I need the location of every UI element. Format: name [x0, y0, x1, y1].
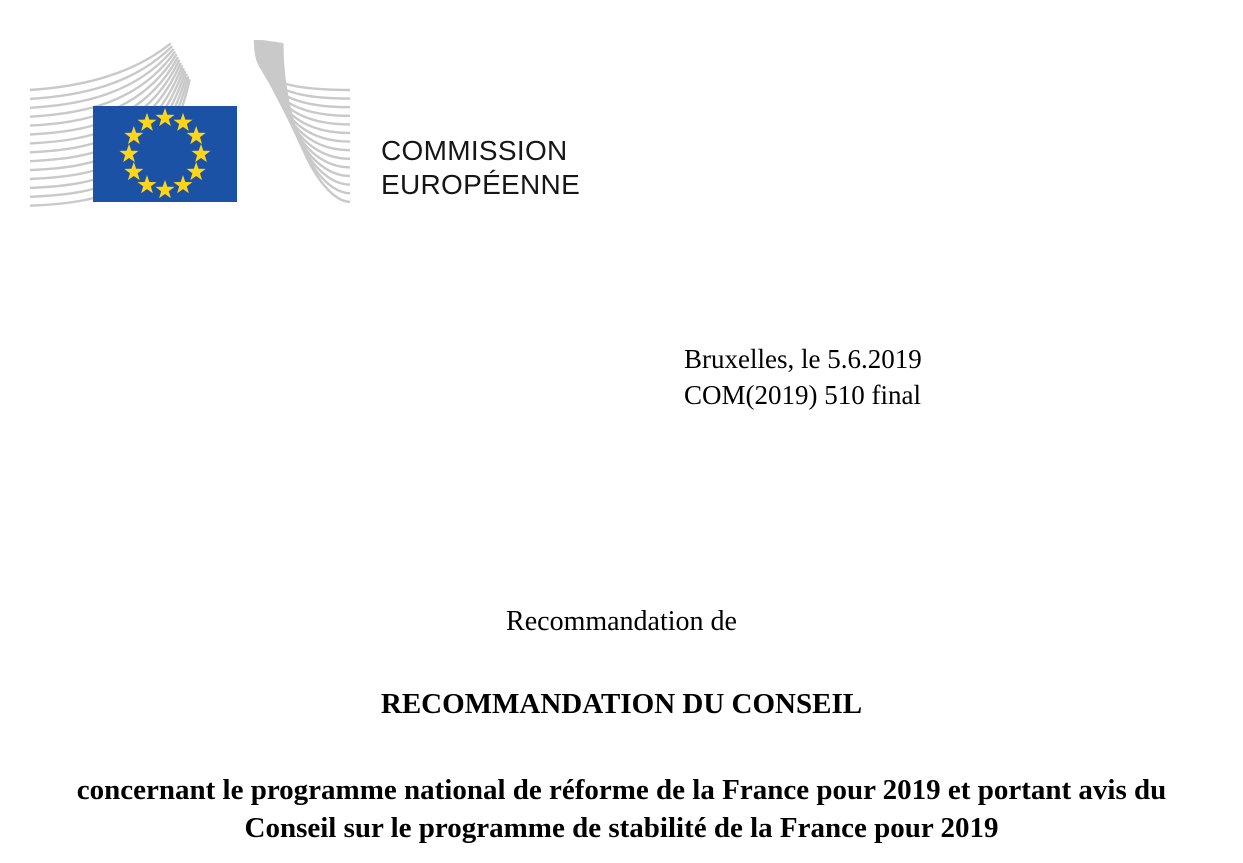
header-reference-block: [684, 341, 922, 413]
doc-subtitle-line1: concernant le programme national de réforme de la France pour 2019 et portant avis du: [76, 774, 1167, 806]
place-date: Bruxelles, le 5.6.2019: [684, 344, 922, 374]
commission-name-line1: COMMISSION: [381, 135, 568, 166]
doc-subtitle-line2: Conseil sur le programme de stabilité de la France pour 2019: [244, 812, 999, 844]
doc-subtitle: [0, 771, 1243, 847]
doc-title: RECOMMANDATION DU CONSEIL: [380, 688, 863, 720]
commission-name: [381, 134, 580, 202]
doc-kicker: Recommandation de: [506, 606, 737, 637]
document-reference: COM(2019) 510 final: [684, 380, 921, 410]
commission-name-line2: EUROPÉENNE: [381, 169, 581, 200]
logo-waves-right-icon: [255, 40, 350, 202]
ec-logo: [30, 40, 350, 210]
